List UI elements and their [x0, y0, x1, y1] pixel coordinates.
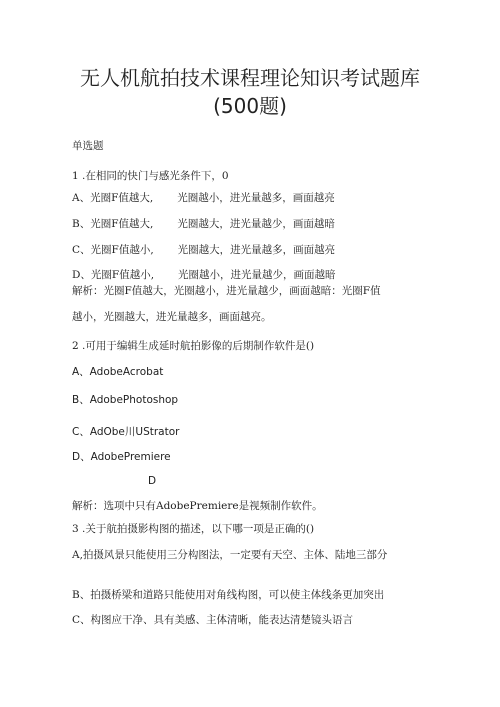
- question-2-option-c: C、AdObe川UStrator: [72, 426, 180, 438]
- option-b-right: 光圈越大，进光量越少，画面越暗: [177, 218, 335, 230]
- section-heading: 单选题: [72, 140, 104, 152]
- question-3-option-b: B、拍摄桥梁和道路只能使用对角线构图，可以使主体线条更加突出: [72, 589, 385, 601]
- option-a-left: A、光圈F值越大,: [72, 192, 154, 204]
- question-1-option-d: [72, 268, 336, 282]
- option-d-left: D、光圈F值越小,: [72, 269, 155, 281]
- option-c-right: 光圈越大，进光量越多，画面越亮: [177, 244, 336, 256]
- option-a-right: 光圈越小，进光量越多，画面越亮: [177, 192, 335, 204]
- question-2-option-d: D、AdobePremiere: [72, 451, 171, 463]
- question-1-analysis-line-2: 越小，光圈越大，进光量越多，画面越亮。: [72, 311, 272, 323]
- question-3-option-c: C、构图应干净、具有美感、主体清晰，能表达清楚镜头语言: [72, 614, 354, 626]
- question-2-stem: 2 .可用于编辑生成延时航拍影像的后期制作软件是(): [72, 340, 315, 352]
- option-b-left: B、光圈F值越大,: [72, 218, 154, 230]
- option-d-right: 光圈越小，进光量越少，画面越暗: [178, 269, 336, 281]
- question-2-option-a: A、AdobeAcrobat: [72, 366, 164, 378]
- question-2-analysis: 解析：选项中只有AdobePremiere是视频制作软件。: [72, 500, 323, 512]
- question-1-stem: 1 .在相同的快门与感光条件下，0: [72, 170, 229, 182]
- question-1-analysis-line-1: 解析：光圈F值越大，光圈越小，进光量越少，画面越暗：光圈F值: [72, 285, 381, 297]
- document-title-count: (500题): [213, 94, 287, 118]
- question-1-option-c: [72, 243, 335, 257]
- question-3-option-a: A,拍摄风景只能使用三分构图法，一定要有天空、主体、陆地三部分: [72, 549, 388, 561]
- question-1-option-a: [72, 191, 335, 205]
- question-2-answer: D: [148, 475, 157, 487]
- question-3-stem: 3 .关于航拍摄影构图的描述，以下哪一项是正确的(): [72, 523, 315, 535]
- question-2-option-b: B、AdobePhotoshop: [72, 394, 179, 406]
- question-1-option-b: [72, 217, 335, 231]
- option-c-left: C、光圈F值越小,: [72, 244, 154, 256]
- document-title: 无人机航拍技术课程理论知识考试题库: [80, 66, 420, 90]
